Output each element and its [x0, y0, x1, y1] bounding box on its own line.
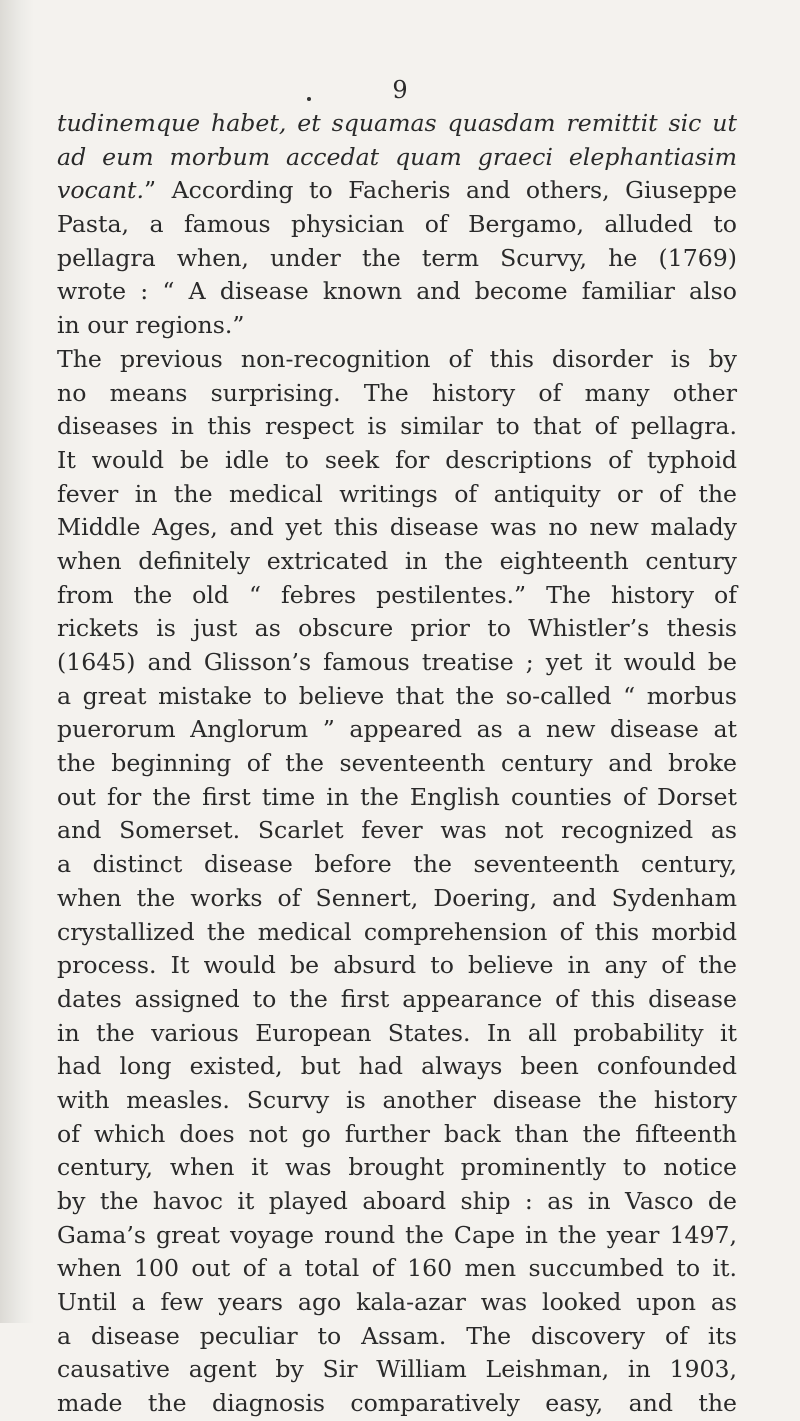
text-line	[57, 882, 737, 916]
text-segment: when definitely extricated in the eighteenth century	[57, 546, 737, 575]
text-line	[57, 1219, 737, 1253]
text-line	[57, 612, 737, 646]
text-line	[57, 680, 737, 714]
text-line	[57, 1387, 737, 1421]
text-segment: a disease peculiar to Assam. The discovery of its	[57, 1321, 737, 1350]
text-segment: diseases in this respect is similar to that of pellagra.	[57, 412, 737, 441]
text-line	[57, 410, 737, 444]
text-segment: when 100 out of a total of 160 men succumbed to it.	[57, 1254, 737, 1283]
text-segment: rickets is just as obscure prior to Whistler’s thesis	[57, 614, 737, 643]
text-segment: and Somerset. Scarlet fever was not recognized as	[57, 816, 737, 845]
text-segment: dates assigned to the first appearance of this disease	[57, 984, 737, 1013]
text-segment: vocant.	[57, 176, 144, 205]
text-segment: in the various European States. In all probability it	[57, 1018, 737, 1047]
text-line	[57, 781, 737, 815]
text-line	[57, 511, 737, 545]
text-line	[57, 1353, 737, 1387]
text-segment: It would be idle to seek for descriptions of typhoid	[57, 445, 737, 474]
text-segment: had long existed, but had always been confounded	[57, 1052, 737, 1081]
text-line	[57, 444, 737, 478]
text-segment: out for the first time in the English counties of Dorset	[57, 782, 737, 811]
text-segment: of which does not go further back than the fifteenth	[57, 1119, 737, 1148]
text-segment: Until a few years ago kala-azar was looked upon as	[57, 1288, 737, 1317]
text-segment: (1645) and Glisson’s famous treatise ; yet it would be	[57, 648, 737, 676]
text-segment: Gama’s great voyage round the Cape in the year 1497,	[57, 1220, 737, 1249]
text-line	[57, 275, 737, 309]
text-segment: Pasta, a famous physician of Bergamo, alluded to	[57, 210, 737, 239]
text-line	[57, 983, 737, 1017]
text-line	[57, 1050, 737, 1084]
text-line	[57, 343, 737, 377]
text-segment: when the works of Sennert, Doering, and Sydenham	[57, 883, 737, 912]
text-line	[57, 309, 737, 343]
text-segment: with measles. Scurvy is another disease the history	[57, 1085, 737, 1114]
body-text	[57, 107, 737, 1421]
text-line	[57, 1017, 737, 1051]
text-line	[57, 242, 737, 276]
text-line	[57, 646, 737, 680]
page-number: 9	[392, 76, 408, 104]
text-line	[57, 478, 737, 512]
text-line	[57, 1252, 737, 1286]
text-line	[57, 377, 737, 411]
text-segment: a distinct disease before the seventeenth century,	[57, 850, 737, 879]
text-segment: puerorum Anglorum ” appeared as a new disease at	[57, 715, 737, 744]
binding-shadow	[0, 0, 34, 1323]
text-segment: causative agent by Sir William Leishman, in 1903,	[57, 1355, 737, 1384]
text-line	[57, 579, 737, 613]
text-line	[57, 814, 737, 848]
text-line	[57, 141, 737, 175]
text-line	[57, 107, 737, 141]
text-line	[57, 1320, 737, 1354]
text-line	[57, 1286, 737, 1320]
text-segment: ” According to Facheris and others, Giuseppe	[144, 176, 737, 205]
text-segment: from the old “ febres pestilentes.” The history of	[57, 580, 737, 609]
text-line	[57, 208, 737, 242]
text-line	[57, 174, 737, 208]
text-segment: fever in the medical writings of antiquity or of the	[57, 479, 737, 508]
text-segment: in our regions.”	[57, 311, 245, 340]
text-line	[57, 545, 737, 579]
text-segment: The previous non-recognition of this disorder is by	[57, 344, 737, 373]
text-segment: by the havoc it played aboard ship : as in Vasco de	[57, 1187, 737, 1215]
text-line	[57, 747, 737, 781]
print-speck	[307, 97, 311, 101]
text-segment: century, when it was brought prominently to notice	[57, 1153, 737, 1182]
text-segment: a great mistake to believe that the so-called “ morbus	[57, 681, 737, 710]
text-segment: tudinemque habet, et squamas quasdam remittit sic ut	[57, 109, 737, 137]
text-line	[57, 713, 737, 747]
text-line	[57, 1118, 737, 1152]
text-segment: made the diagnosis comparatively easy, and the	[57, 1389, 737, 1418]
text-segment: pellagra when, under the term Scurvy, he (1769)	[57, 243, 737, 272]
text-segment: process. It would be absurd to believe in any of the	[57, 951, 737, 980]
text-line	[57, 848, 737, 882]
text-line	[57, 1185, 737, 1219]
text-segment: Middle Ages, and yet this disease was no new malady	[57, 513, 737, 542]
text-segment: no means surprising. The history of many other	[57, 378, 737, 407]
text-line	[57, 916, 737, 950]
text-line	[57, 1151, 737, 1185]
text-segment: crystallized the medical comprehension of this morbid	[57, 917, 737, 946]
text-segment: wrote : “ A disease known and become familiar also	[57, 277, 737, 306]
text-line	[57, 949, 737, 983]
text-line	[57, 1084, 737, 1118]
text-segment: the beginning of the seventeenth century and broke	[57, 749, 737, 778]
text-segment: ad eum morbum accedat quam graeci elephantiasim	[57, 142, 737, 171]
